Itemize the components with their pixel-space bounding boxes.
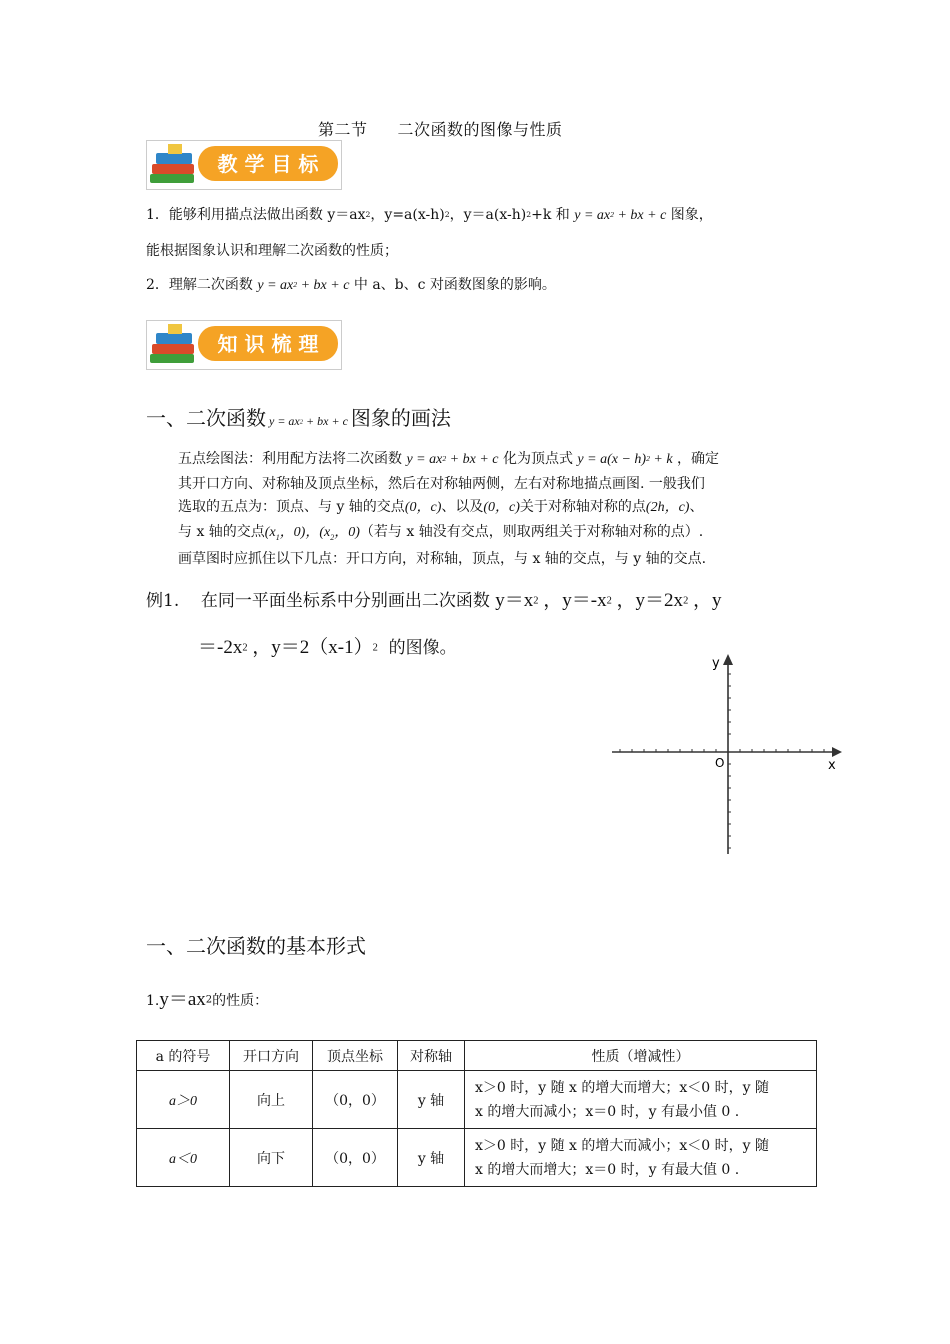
cell-sign: a＞0 <box>137 1071 230 1129</box>
five-point-line-4: 与 x 轴的交点($x_1$，0)，($x_2$，0)（若与 x 轴没有交点，则取两组关于对称轴对称的点）. <box>178 524 704 542</box>
subheading-property-1: $1.y=ax^2$的性质： <box>146 989 269 1010</box>
cell-direction: 向上 <box>230 1071 313 1129</box>
table-header-row <box>137 1041 817 1071</box>
cell-axis: y 轴 <box>398 1071 465 1129</box>
header-sign: a 的符号 <box>137 1041 230 1071</box>
y-axis-label: y <box>712 656 720 671</box>
five-point-line-2: 其开口方向、对称轴及顶点坐标，然后在对称轴两侧，左右对称地描点画图. 一般我们 <box>178 476 705 492</box>
objective-1: 1．能够利用描点法做出函数 $y=ax^2$，$y=a(x-h)^2$，$y=a(x-h)^2+k$ 和 $y = ax^2$ + bx + c 图象， <box>146 207 713 223</box>
cell-vertex: （0，0） <box>313 1071 398 1129</box>
coordinate-axes <box>610 650 845 860</box>
five-point-line-5: 画草图时应抓住以下几点：开口方向，对称轴，顶点，与 x 轴的交点，与 y 轴的交点. <box>178 551 707 567</box>
header-vertex: 顶点坐标 <box>313 1041 398 1071</box>
section-heading-drawing: 一、二次函数 $y = ax^2$ + bx + c 图象的画法 <box>146 406 451 430</box>
cell-property: x＞0 时，y 随 x 的增大而增大；x＜0 时，y 随 x 的增大而减小；x＝0 时，y 有最小值 0 . <box>465 1071 817 1129</box>
example-1: 例1. 在同一平面坐标系中分别画出二次函数 $y=x^2$ ，$y=-x^2$ ，$y=2x^2$ ，y <box>146 590 722 611</box>
five-point-line-1: 五点绘图法：利用配方法将二次函数 $y = ax^2$ + bx + c 化为顶点式 $y = a(x - h)^2 + k$ ，确定 <box>178 451 720 467</box>
objective-1-cont: 能根据图象认识和理解二次函数的性质； <box>146 243 398 259</box>
origin-label: O <box>715 756 725 770</box>
example-1-cont: $=-2x^2$ ，$y=2(x-1)^2$ 的图像。 <box>198 637 457 658</box>
table-row <box>137 1071 817 1129</box>
x-axis-label: x <box>828 758 836 773</box>
teaching-goal-badge <box>146 140 342 190</box>
cell-vertex: （0，0） <box>313 1129 398 1187</box>
x-arrow-icon <box>832 747 842 757</box>
section-heading-basic-forms: 一、二次函数的基本形式 <box>146 934 366 958</box>
knowledge-review-label: 知 识 梳 理 <box>217 332 319 356</box>
header-axis: 对称轴 <box>398 1041 465 1071</box>
cell-direction: 向下 <box>230 1129 313 1187</box>
page-title: 第二节 二次函数的图像与性质 <box>318 120 563 139</box>
cell-sign: a＜0 <box>137 1129 230 1187</box>
header-property: 性质（增减性） <box>465 1041 817 1071</box>
header-direction: 开口方向 <box>230 1041 313 1071</box>
five-point-line-3: 选取的五点为：顶点、与 y 轴的交点(0，c)、以及(0，c)关于对称轴对称的点(2h，c)、 <box>178 499 704 515</box>
cell-property: x＞0 时，y 随 x 的增大而减小；x＜0 时，y 随 x 的增大而增大；x＝0 时，y 有最大值 0 . <box>465 1129 817 1187</box>
cell-axis: y 轴 <box>398 1129 465 1187</box>
properties-table <box>136 1040 817 1187</box>
teaching-goal-label: 教 学 目 标 <box>217 152 319 176</box>
objective-2: 2．理解二次函数 $y = ax^2$ + bx + c 中 a、b、c 对函数图象的影响。 <box>146 277 556 293</box>
table-row <box>137 1129 817 1187</box>
knowledge-review-badge <box>146 320 342 370</box>
y-arrow-icon <box>723 654 733 665</box>
